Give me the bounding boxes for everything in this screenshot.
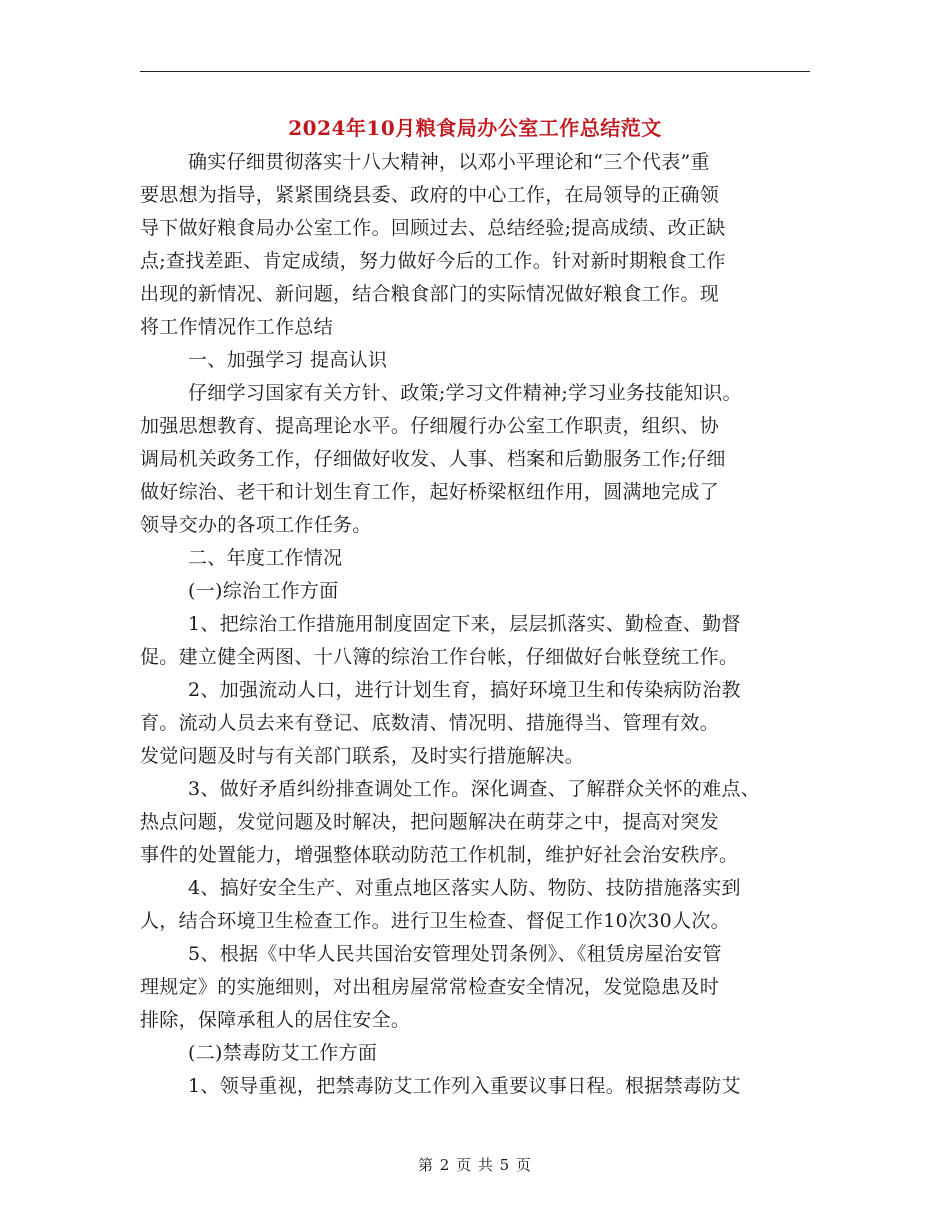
text-line: 调局机关政务工作，仔细做好收发、人事、档案和后勤服务工作;仔细 <box>140 448 726 470</box>
text-line: 育。流动人员去来有登记、底数清、情况明、措施得当、管理有效。 <box>140 712 720 734</box>
text-line: 一、加强学习 提高认识 <box>188 349 388 371</box>
page-number: 第 2 页 共 5 页 <box>418 1156 532 1174</box>
text-line: 加强思想教育、提高理论水平。仔细履行办公室工作职责，组织、协 <box>140 415 720 437</box>
text-line: 热点问题，发觉问题及时解决，把问题解决在萌芽之中，提高对突发 <box>140 811 720 833</box>
text-line: 确实仔细贯彻落实十八大精神，以邓小平理论和“三个代表”重 <box>188 151 710 173</box>
header-rule <box>140 71 810 72</box>
text-line: 导下做好粮食局办公室工作。回顾过去、总结经验;提高成绩、改正缺 <box>140 217 726 239</box>
text-line: 2、加强流动人口，进行计划生育，搞好环境卫生和传染病防治教 <box>188 679 741 701</box>
text-line: 促。建立健全两图、十八簿的综治工作台帐，仔细做好台帐登统工作。 <box>140 646 739 668</box>
text-line: 5、根据《中华人民共国治安管理处罚条例》、《租赁房屋治安管 <box>188 943 722 965</box>
text-line: 二、年度工作情况 <box>188 547 343 569</box>
text-line: 将工作情况作工作总结 <box>140 316 334 338</box>
text-line: 出现的新情况、新问题，结合粮食部门的实际情况做好粮食工作。现 <box>140 283 720 305</box>
text-line: 做好综治、老干和计划生育工作，起好桥梁枢纽作用，圆满地完成了 <box>140 481 720 503</box>
text-line: 3、做好矛盾纠纷排查调处工作。深化调查、了解群众关怀的难点、 <box>188 778 761 800</box>
text-line: (一)综治工作方面 <box>188 580 339 602</box>
text-line: 发觉问题及时与有关部门联系，及时实行措施解决。 <box>140 745 584 767</box>
text-line: 排除，保障承租人的居住安全。 <box>140 1009 411 1031</box>
text-line: 人，结合环境卫生检查工作。进行卫生检查、督促工作10次30人次。 <box>140 910 730 932</box>
text-line: 领导交办的各项工作任务。 <box>140 514 372 536</box>
text-line: 4、搞好安全生产、对重点地区落实人防、物防、技防措施落实到 <box>188 877 741 899</box>
text-line: 1、把综治工作措施用制度固定下来，层层抓落实、勤检查、勤督 <box>188 613 741 635</box>
text-line: 事件的处置能力，增强整体联动防范工作机制，维护好社会治安秩序。 <box>140 844 739 866</box>
text-line: 仔细学习国家有关方针、政策;学习文件精神;学习业务技能知识。 <box>188 382 742 404</box>
text-line: 要思想为指导，紧紧围绕县委、政府的中心工作，在局领导的正确领 <box>140 184 720 206</box>
text-line: (二)禁毒防艾工作方面 <box>188 1042 378 1064</box>
document-title: 2024年10月粮食局办公室工作总结范文 <box>288 116 662 140</box>
text-line: 理规定》的实施细则，对出租房屋常常检查安全情况，发觉隐患及时 <box>140 976 720 998</box>
text-line: 点;查找差距、肯定成绩，努力做好今后的工作。针对新时期粮食工作 <box>140 250 726 272</box>
text-line: 1、领导重视，把禁毒防艾工作列入重要议事日程。根据禁毒防艾 <box>188 1075 741 1097</box>
